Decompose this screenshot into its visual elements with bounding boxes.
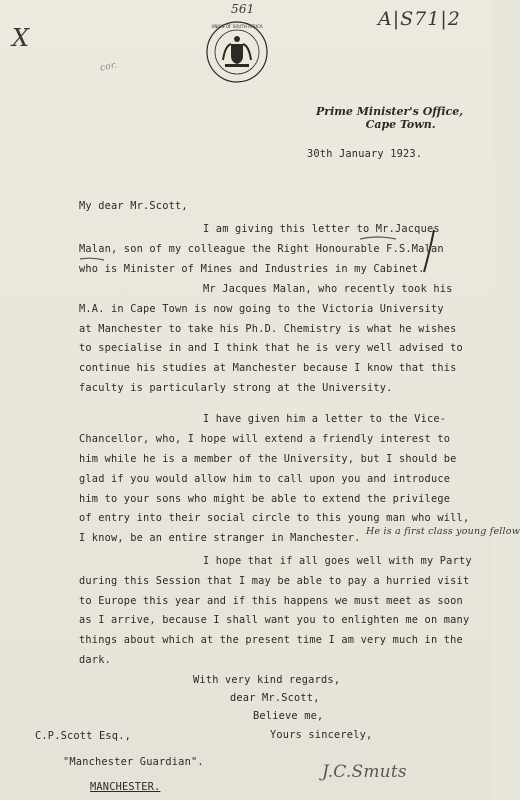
body-line: as I arrive, because I shall want you to enlighten me on many [79,614,470,626]
handwritten-addition: He is a first class young fellow [366,526,520,537]
body-line: him to your sons who might be able to extend the privilege [79,493,451,505]
closing-line: dear Mr.Scott, [230,692,320,704]
page-number-mark: 561 [231,2,255,16]
check-mark [420,228,440,274]
reference-mark: A|S71|2 [378,8,461,30]
body-line: him while he is a member of the University, but I should be [79,453,457,465]
body-line: at Manchester to take his Ph.D. Chemistry is what he wishes [79,323,457,335]
body-line: to Europe this year and if this happens we must meet as soon [79,595,463,607]
pencil-note: cor. [99,60,119,74]
body-line: I know, be an entire stranger in Manchester. [79,532,361,544]
body-line: I hope that if all goes well with my Party [203,555,472,567]
body-line: glad if you would allow him to call upon you and introduce [79,473,451,485]
coat-of-arms-seal [205,20,269,84]
office-line-1: Prime Minister's Office, [316,105,464,118]
addressee-line: C.P.Scott Esq., [35,730,131,742]
office-heading [316,105,463,131]
body-line: dark. [79,654,111,666]
body-line: faculty is particularly strong at the University. [79,382,393,394]
body-line: to specialise in and I think that he is very well advised to [79,342,463,354]
body-line: things about which at the present time I am very much in the [79,634,463,646]
closing-line: Believe me, [253,710,324,722]
office-line-2: Cape Town. [365,118,436,131]
body-line: I am giving this letter to Mr.Jacques [203,223,440,235]
salutation: My dear Mr.Scott, [79,200,188,212]
letter-date: 30th January 1923. [307,148,423,160]
body-line: Mr Jacques Malan, who recently took his [203,283,453,295]
body-line: continue his studies at Manchester because I know that this [79,362,457,374]
body-line: during this Session that I may be able to pay a hurried visit [79,575,470,587]
addressee-line: MANCHESTER. [90,781,161,793]
closing-line: With very kind regards, [193,674,341,686]
addressee-line: "Manchester Guardian". [63,756,204,768]
corner-x-mark: X [12,24,30,52]
name-underline [78,256,106,262]
body-line: M.A. in Cape Town is now going to the Victoria University [79,303,444,315]
name-overline [358,235,398,241]
body-line: of entry into their social circle to this young man who will, [79,512,470,524]
body-line: I have given him a letter to the Vice- [203,413,447,425]
body-line: who is Minister of Mines and Industries in my Cabinet. [79,263,425,275]
signature: J.C.Smuts [322,762,407,782]
closing-line: Yours sincerely, [270,729,373,741]
body-line: Chancellor, who, I hope will extend a friendly interest to [79,433,451,445]
seal-ring-text: UNION OF SOUTH AFRICA [211,24,263,29]
body-line: Malan, son of my colleague the Right Honourable F.S.Malan [79,243,444,255]
